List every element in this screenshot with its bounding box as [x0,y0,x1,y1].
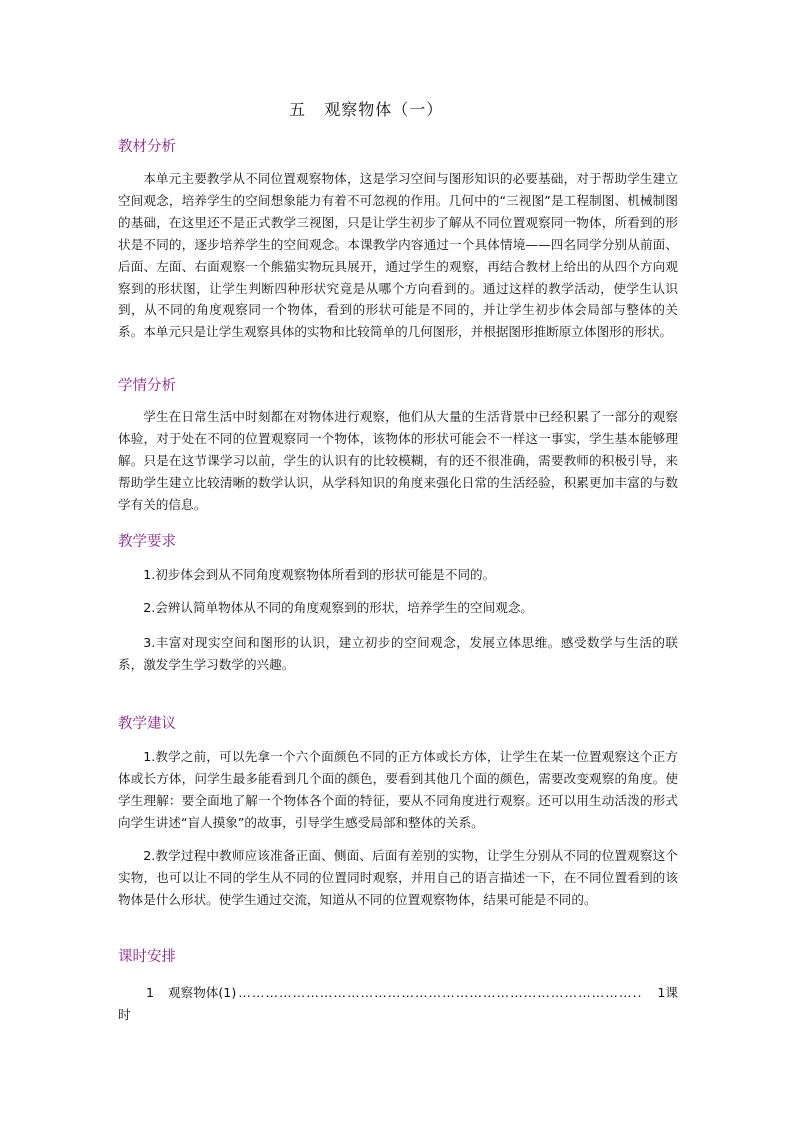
schedule-leader-dots: …………………………………………………………………………….. [238,985,643,1000]
schedule-entry [118,982,678,1026]
suggestion-item-1: 1.教学之前，可以先拿一个六个面颜色不同的正方体或长方体，让学生在某一位置观察这个正方体或长方体，问学生最多能看到几个面的颜色，要看到其他几个面的颜色，需要改变观察的角度。使学生理解：要全面地了解一个物体各个面的特征，要从不同角度进行观察。还可以用生动活泼的形式向学生讲述“盲人摸象”的故事，引导学生感受局部和整体的关系。 [118,749,678,830]
section-heading-textbook-analysis: 教材分析 [118,139,176,155]
paragraph-student-analysis: 学生在日常生活中时刻都在对物体进行观察，他们从大量的生活背景中已经积累了一部分的观察体验，对于处在不同的位置观察同一个物体，该物体的形状可能会不一样这一事实，学生基本能够理解。只是在这节课学习以前，学生的认识有的比较模糊，有的还不很准确，需要教师的积极引导，来帮助学生建立比较清晰的数学认识，从学科知识的角度来强化日常的生活经验，积累更加丰富的与数学有关的信息。 [118,409,678,512]
page-title: 五 观察物体（一） [289,100,444,119]
suggestion-item-2: 2.教学过程中教师应该准备正面、侧面、后面有差别的实物，让学生分别从不同的位置观察这个实物，也可以让不同的学生从不同的位置同时观察，并用自己的语言描述一下，在不同位置看到的该物体是什么形状。使学生通过交流，知道从不同的位置观察物体，结果可能是不同的。 [118,848,678,907]
schedule-hours: 1课 [657,985,678,1000]
section-heading-lesson-schedule: 课时安排 [118,949,176,965]
requirement-item-2: 2.会辨认简单物体从不同的角度观察到的形状，培养学生的空间观念。 [143,600,534,615]
requirement-item-3: 3.丰富对现实空间和图形的认识，建立初步的空间观念，发展立体思维。感受数学与生活的联系，激发学生学习数学的兴趣。 [118,635,678,672]
paragraph-textbook-analysis: 本单元主要教学从不同位置观察物体，这是学习空间与图形知识的必要基础，对于帮助学生建立空间观念，培养学生的空间想象能力有着不可忽视的作用。几何中的“三视图”是工程制图、机械制图的基础，在这里还不是正式教学三视图，只是让学生初步了解从不同位置观察同一物体，所看到的形状是不同的，逐步培养学生的空间观念。本课教学内容通过一个具体情境——四名同学分别从前面、后面、左面、右面观察一个熊猫实物玩具展开，通过学生的观察，再结合教材上给出的从四个方向观察到的形状图，让学生判断四种形状究竟是从哪个方向看到的。通过这样的教学活动，使学生认识到，从不同的角度观察同一个物体，看到的形状可能是不同的，并让学生初步体会局部与整体的关系。本单元只是让学生观察具体的实物和比较简单的几何图形，并根据图形推断原立体图形的形状。 [118,171,678,340]
requirement-item-1: 1.初步体会到从不同角度观察物体所看到的形状可能是不同的。 [143,567,496,582]
schedule-row [118,982,678,1004]
schedule-item: 观察物体(1) [168,985,237,1000]
schedule-hours-wrap: 时 [118,1007,131,1022]
section-heading-student-analysis: 学情分析 [118,378,176,394]
section-heading-teaching-suggestions: 教学建议 [118,716,176,732]
schedule-number: 1 [146,985,155,1000]
section-heading-teaching-requirements: 教学要求 [118,534,176,550]
